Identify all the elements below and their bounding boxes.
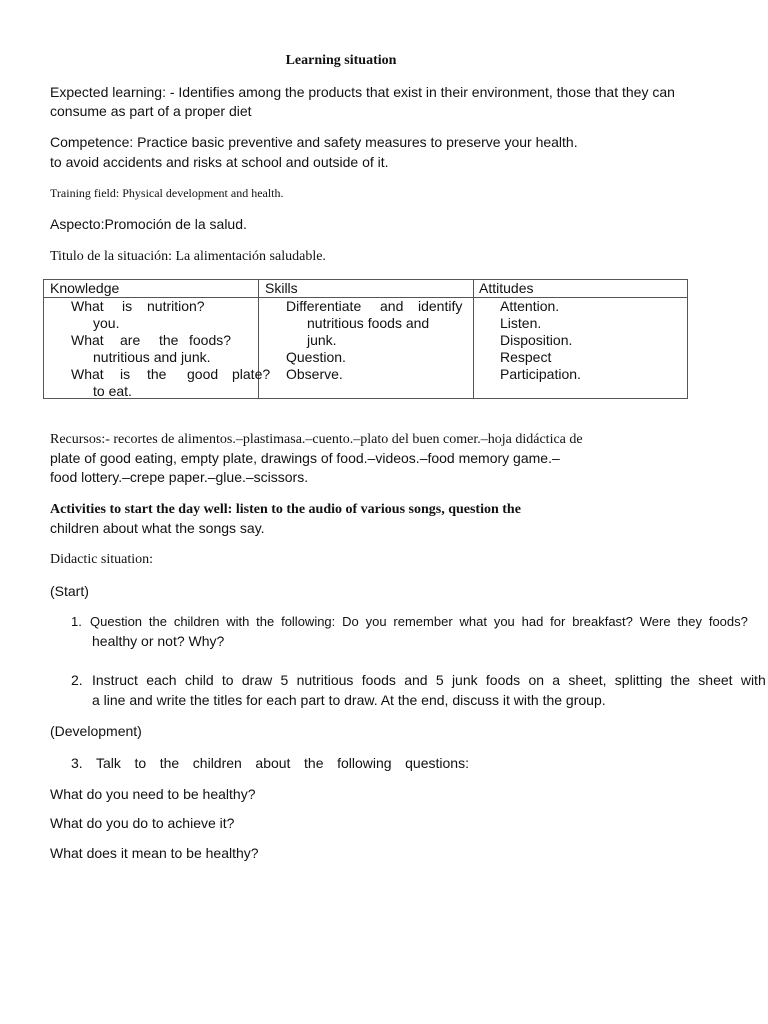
table-header-divider — [44, 297, 687, 298]
justified-word: had — [521, 614, 544, 629]
list-item-2-line-2: a line and write the titles for each part to draw. At the end, discuss it with the group. — [92, 692, 606, 708]
list-item-3-first-line — [96, 755, 469, 772]
justified-word: questions: — [405, 755, 469, 771]
skills-word: and — [380, 298, 404, 314]
development-label: (Development) — [50, 723, 142, 739]
skills-line: Question. — [286, 349, 346, 365]
justified-word: 5 — [435, 672, 444, 688]
list-item-1-first-line — [90, 613, 748, 630]
skills-line: junk. — [307, 332, 337, 348]
training-field: Training field: Physical development and health. — [50, 186, 284, 200]
attitude-item: Participation. — [500, 366, 581, 382]
justified-word: children — [192, 755, 242, 771]
justified-word: Question — [90, 614, 143, 629]
table-column-divider — [473, 280, 474, 398]
justified-word: child — [184, 672, 214, 688]
list-item-1-line-2: healthy or not? Why? — [92, 633, 225, 649]
justified-word: junk — [451, 672, 478, 688]
resources-line-2: plate of good eating, empty plate, drawings of food.–videos.–food memory game.– — [50, 450, 560, 466]
justified-word: splitting — [614, 672, 663, 688]
justified-word: you — [493, 614, 515, 629]
justified-word: foods? — [708, 614, 748, 629]
justified-word: they — [677, 614, 702, 629]
knowledge-word: good — [187, 366, 219, 382]
attitude-item: Listen. — [500, 315, 542, 331]
justified-word: what — [459, 614, 487, 629]
list-item-number: 3. — [71, 755, 83, 771]
attitude-item: Respect — [500, 349, 552, 365]
list-item-number: 1. — [71, 614, 82, 629]
justified-word: with — [740, 672, 766, 688]
justified-word: and — [404, 672, 428, 688]
resources-line-3: food lottery.–crepe paper.–glue.–scissors. — [50, 469, 309, 485]
justified-word: foods — [485, 672, 521, 688]
aspecto: Aspecto:Promoción de la salud. — [50, 216, 247, 232]
justified-word: nutritious — [296, 672, 354, 688]
table-header-attitudes: Attitudes — [479, 280, 534, 296]
knowledge-word: the — [159, 332, 179, 348]
justified-word: Instruct — [92, 672, 138, 688]
justified-word: Were — [639, 614, 671, 629]
justified-word: following — [337, 755, 392, 771]
activities-line-2: children about what the songs say. — [50, 520, 265, 536]
knowledge-line: nutritious and junk. — [93, 349, 211, 365]
justified-word: the — [304, 755, 324, 771]
justified-word: sheet, — [568, 672, 607, 688]
page-title: Learning situation — [285, 53, 397, 68]
justified-word: a — [552, 672, 561, 688]
justified-word: draw — [241, 672, 273, 688]
table-header-knowledge: Knowledge — [50, 280, 120, 296]
skills-line: nutritious foods and — [307, 315, 430, 331]
justified-word: remember — [393, 614, 453, 629]
knowledge-line: you. — [93, 315, 120, 331]
knowledge-word: plate? — [232, 366, 271, 382]
competency-table — [43, 279, 688, 399]
knowledge-word: is — [120, 366, 131, 382]
attitude-item: Disposition. — [500, 332, 573, 348]
didactic-situation-label: Didactic situation: — [50, 552, 154, 567]
competence-line-1: Competence: Practice basic preventive and safety measures to preserve your health. — [50, 134, 578, 150]
justified-word: about — [255, 755, 291, 771]
knowledge-word: nutrition? — [147, 298, 205, 314]
knowledge-word: What — [71, 298, 104, 314]
justified-word: breakfast? — [572, 614, 633, 629]
skills-word: identify — [418, 298, 463, 314]
list-item-number: 2. — [71, 672, 83, 688]
list-item-2-first-line — [92, 672, 766, 689]
justified-word: following: — [281, 614, 336, 629]
table-header-skills: Skills — [265, 280, 298, 296]
justified-word: on — [528, 672, 545, 688]
justified-word: sheet — [698, 672, 733, 688]
knowledge-word: What — [71, 366, 104, 382]
attitude-item: Attention. — [500, 298, 560, 314]
justified-word: the — [159, 755, 180, 771]
situation-title: Titulo de la situación: La alimentación saludable. — [50, 249, 326, 264]
justified-word: foods — [361, 672, 396, 688]
question-item: What do you do to achieve it? — [50, 815, 235, 831]
knowledge-word: foods? — [189, 332, 232, 348]
expected-learning-line-2: consume as part of a proper diet — [50, 103, 252, 119]
competence-line-2: to avoid accidents and risks at school and outside of it. — [50, 154, 389, 170]
knowledge-word: is — [122, 298, 133, 314]
justified-word: the — [148, 614, 167, 629]
question-item: What does it mean to be healthy? — [50, 845, 259, 861]
question-item: What do you need to be healthy? — [50, 786, 256, 802]
justified-word: each — [146, 672, 177, 688]
start-label: (Start) — [50, 583, 89, 599]
justified-word: you — [365, 614, 387, 629]
justified-word: to — [221, 672, 234, 688]
justified-word: the — [256, 614, 275, 629]
justified-word: Do — [342, 614, 359, 629]
justified-word: the — [670, 672, 691, 688]
skills-word: Differentiate — [286, 298, 362, 314]
skills-line: Observe. — [286, 366, 343, 382]
expected-learning-line-1: Expected learning: - Identifies among the products that exist in their environment, those that they can — [50, 84, 675, 100]
justified-word: for — [550, 614, 566, 629]
justified-word: with — [226, 614, 250, 629]
knowledge-word: are — [120, 332, 141, 348]
knowledge-line: to eat. — [93, 383, 132, 399]
justified-word: 5 — [280, 672, 289, 688]
justified-word: to — [134, 755, 147, 771]
justified-word: Talk — [96, 755, 121, 771]
knowledge-word: the — [147, 366, 167, 382]
activities-heading: Activities to start the day well: listen to the audio of various songs, question the — [50, 502, 521, 517]
resources-line-1: Recursos:- recortes de alimentos.–plastimasa.–cuento.–plato del buen comer.–hoja didáctica de — [50, 432, 583, 447]
justified-word: children — [173, 614, 220, 629]
knowledge-word: What — [71, 332, 104, 348]
